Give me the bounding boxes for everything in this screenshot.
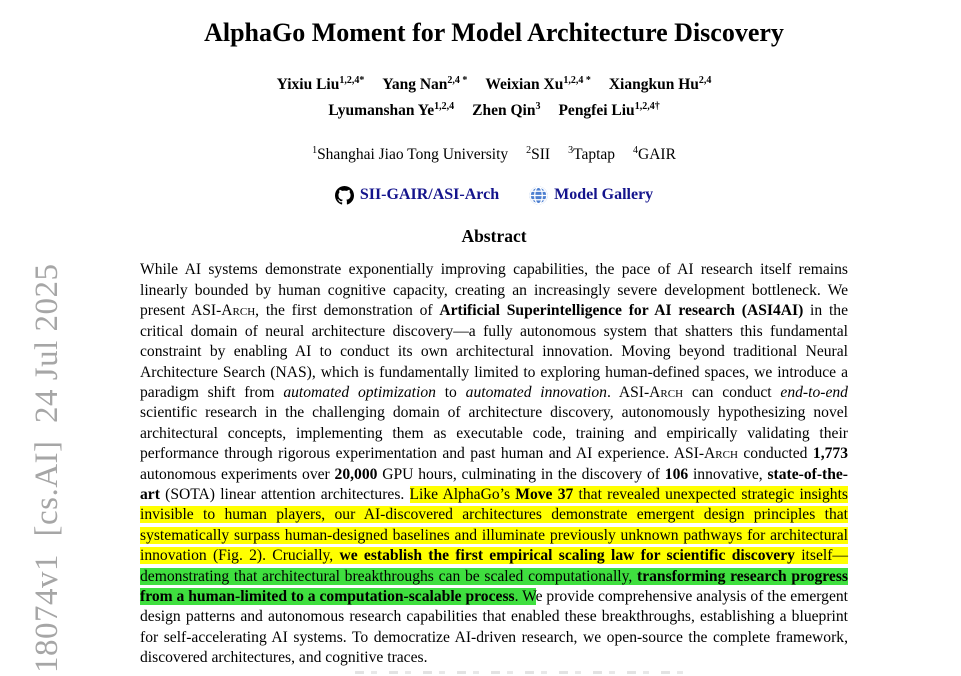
abstract-segment: conducted (737, 445, 813, 463)
author-affiliation-marks: 1,2,4 (434, 101, 455, 113)
link-github[interactable] (335, 184, 499, 206)
abstract-segment: automated optimization (283, 383, 436, 401)
author-affiliation-marks: 1,2,4 * (563, 75, 591, 86)
author-name (328, 102, 454, 119)
affiliation-name: GAIR (638, 146, 676, 164)
author-name-text: Pengfei Liu (558, 102, 635, 120)
link-globe[interactable] (529, 184, 653, 206)
abstract-segment: itself— (794, 547, 848, 565)
abstract-segment: scientific research in the challenging domain of architecture discovery, autonomously hypothesizing novel architectural concepts, implementing them as executable code, training and empirically validating their performance through rigorous experimentation and past human and AI experience. ASI- (140, 404, 848, 463)
abstract-segment: can conduct (683, 383, 781, 401)
author-row (140, 70, 848, 96)
author-name-text: Yang Nan (382, 76, 448, 94)
author-name-text: Lyumanshan Ye (328, 102, 435, 120)
abstract-segment: GPU hours, culminating in the discovery of (377, 465, 665, 483)
author-name-text: Weixian Xu (485, 76, 564, 94)
abstract-segment: (SOTA) linear attention architectures. (159, 485, 410, 503)
author-affiliation-marks: 2,4 * (447, 75, 468, 86)
abstract-segment: e provide comprehensive analysis of the emergent design patterns and autonomous research capabilities that enabled these breakthroughs, establishing a blueprint for self-accelerating AI systems. To democratize AI-driven research, we open-source the complete framework, discovered architectures, and cognitive traces. (140, 587, 848, 667)
abstract-text (140, 260, 848, 668)
abstract-segment: in the critical domain of neural architecture discovery—a fully autonomous system that shatters this fundamental constraint by enabling AI to conduct its own architectural innovation. Moving beyond traditional Neural Architecture Search (NAS), which is fundamentally limited to exploring human-defined spaces, we introduce a paradigm shift from (140, 302, 849, 401)
paper-content-column (140, 0, 848, 669)
abstract-segment: state-of-the-art (140, 465, 848, 503)
abstract-segment: Arch (221, 302, 256, 320)
abstract-segment: , the first demonstration of (255, 302, 440, 320)
author-name (609, 76, 712, 93)
affiliation-number: 4 (633, 145, 639, 157)
author-row (140, 96, 848, 122)
paper-title: AlphaGo Moment for Model Architecture Discovery (204, 18, 784, 47)
author-affiliation-marks: 2,4 (698, 75, 712, 86)
affiliation-item (633, 146, 676, 163)
abstract-segment: While AI systems demonstrate exponentially improving capabilities, the pace of AI research itself remains linearly bounded by human cognitive capacity, creating an increasingly severe development bottleneck. We present ASI- (140, 261, 848, 320)
author-name (558, 102, 659, 119)
abstract-segment: we establish the first empirical scaling law for scientific discovery (339, 547, 795, 565)
abstract-segment: 1,773 (812, 445, 848, 463)
affiliation-number: 3 (568, 145, 574, 157)
abstract-segment: innovative, (688, 465, 768, 483)
resource-links (140, 184, 848, 206)
author-name (472, 102, 540, 119)
globe-icon (529, 186, 548, 205)
author-affiliation-marks: 1,2,4† (634, 101, 660, 113)
abstract-segment: 20,000 (334, 465, 378, 483)
affiliation-line (140, 141, 848, 165)
abstract-segment: . W (514, 587, 536, 605)
abstract-segment: transforming research progress from a human-limited to a computation-scalable process (140, 567, 848, 605)
abstract-segment: . ASI- (606, 383, 650, 401)
link-label: Model Gallery (554, 186, 654, 204)
affiliation-item (526, 146, 550, 163)
abstract-segment: to (435, 383, 466, 401)
abstract-segment: Artificial Superintelligence for AI research (ASI4AI) (439, 302, 804, 320)
abstract-segment: end-to-end (780, 383, 848, 401)
affiliation-name: Shanghai Jiao Tong University (317, 146, 509, 164)
author-name-text: Xiangkun Hu (608, 76, 699, 94)
abstract-segment: automated innovation (465, 383, 607, 401)
abstract-segment: Move 37 (515, 485, 574, 503)
author-affiliation-marks: 3 (535, 101, 541, 113)
affiliation-name: SII (531, 146, 551, 164)
author-name (382, 76, 467, 93)
affiliation-item (568, 146, 615, 163)
affiliation-item (312, 146, 508, 163)
author-block (140, 70, 848, 122)
arxiv-watermark: 18074v1 [cs.AI] 24 Jul 2025 (29, 263, 65, 673)
abstract-segment: autonomous experiments over (140, 465, 335, 483)
abstract-segment: Arch (649, 383, 684, 401)
abstract-segment: 106 (664, 465, 689, 483)
abstract-segment: Like AlphaGo’s (409, 485, 516, 503)
bottom-cutoff-text-sliver (355, 671, 685, 674)
abstract-heading: Abstract (461, 226, 527, 247)
affiliation-number: 1 (312, 145, 318, 157)
link-label: SII-GAIR/ASI-Arch (359, 186, 500, 204)
author-affiliation-marks: 1,2,4* (339, 75, 365, 86)
github-icon (335, 186, 354, 205)
affiliation-number: 2 (526, 145, 532, 157)
abstract-segment: Arch (704, 445, 738, 463)
abstract-segment: that revealed unexpected strategic insights invisible to human players, our AI-discovered architectures demonstrate emergent design principles that systematically surpass human-designed baselines and illuminate previously unknown pathways for architectural innovation (Fig. 2). Crucially, (140, 485, 848, 565)
affiliation-name: Taptap (573, 146, 616, 164)
author-name-text: Yixiu Liu (276, 76, 340, 94)
abstract-segment: demonstrating that architectural breakthroughs can be scaled computationally, (140, 567, 638, 585)
author-name (277, 76, 365, 93)
author-name-text: Zhen Qin (472, 102, 536, 120)
author-name (485, 76, 590, 93)
